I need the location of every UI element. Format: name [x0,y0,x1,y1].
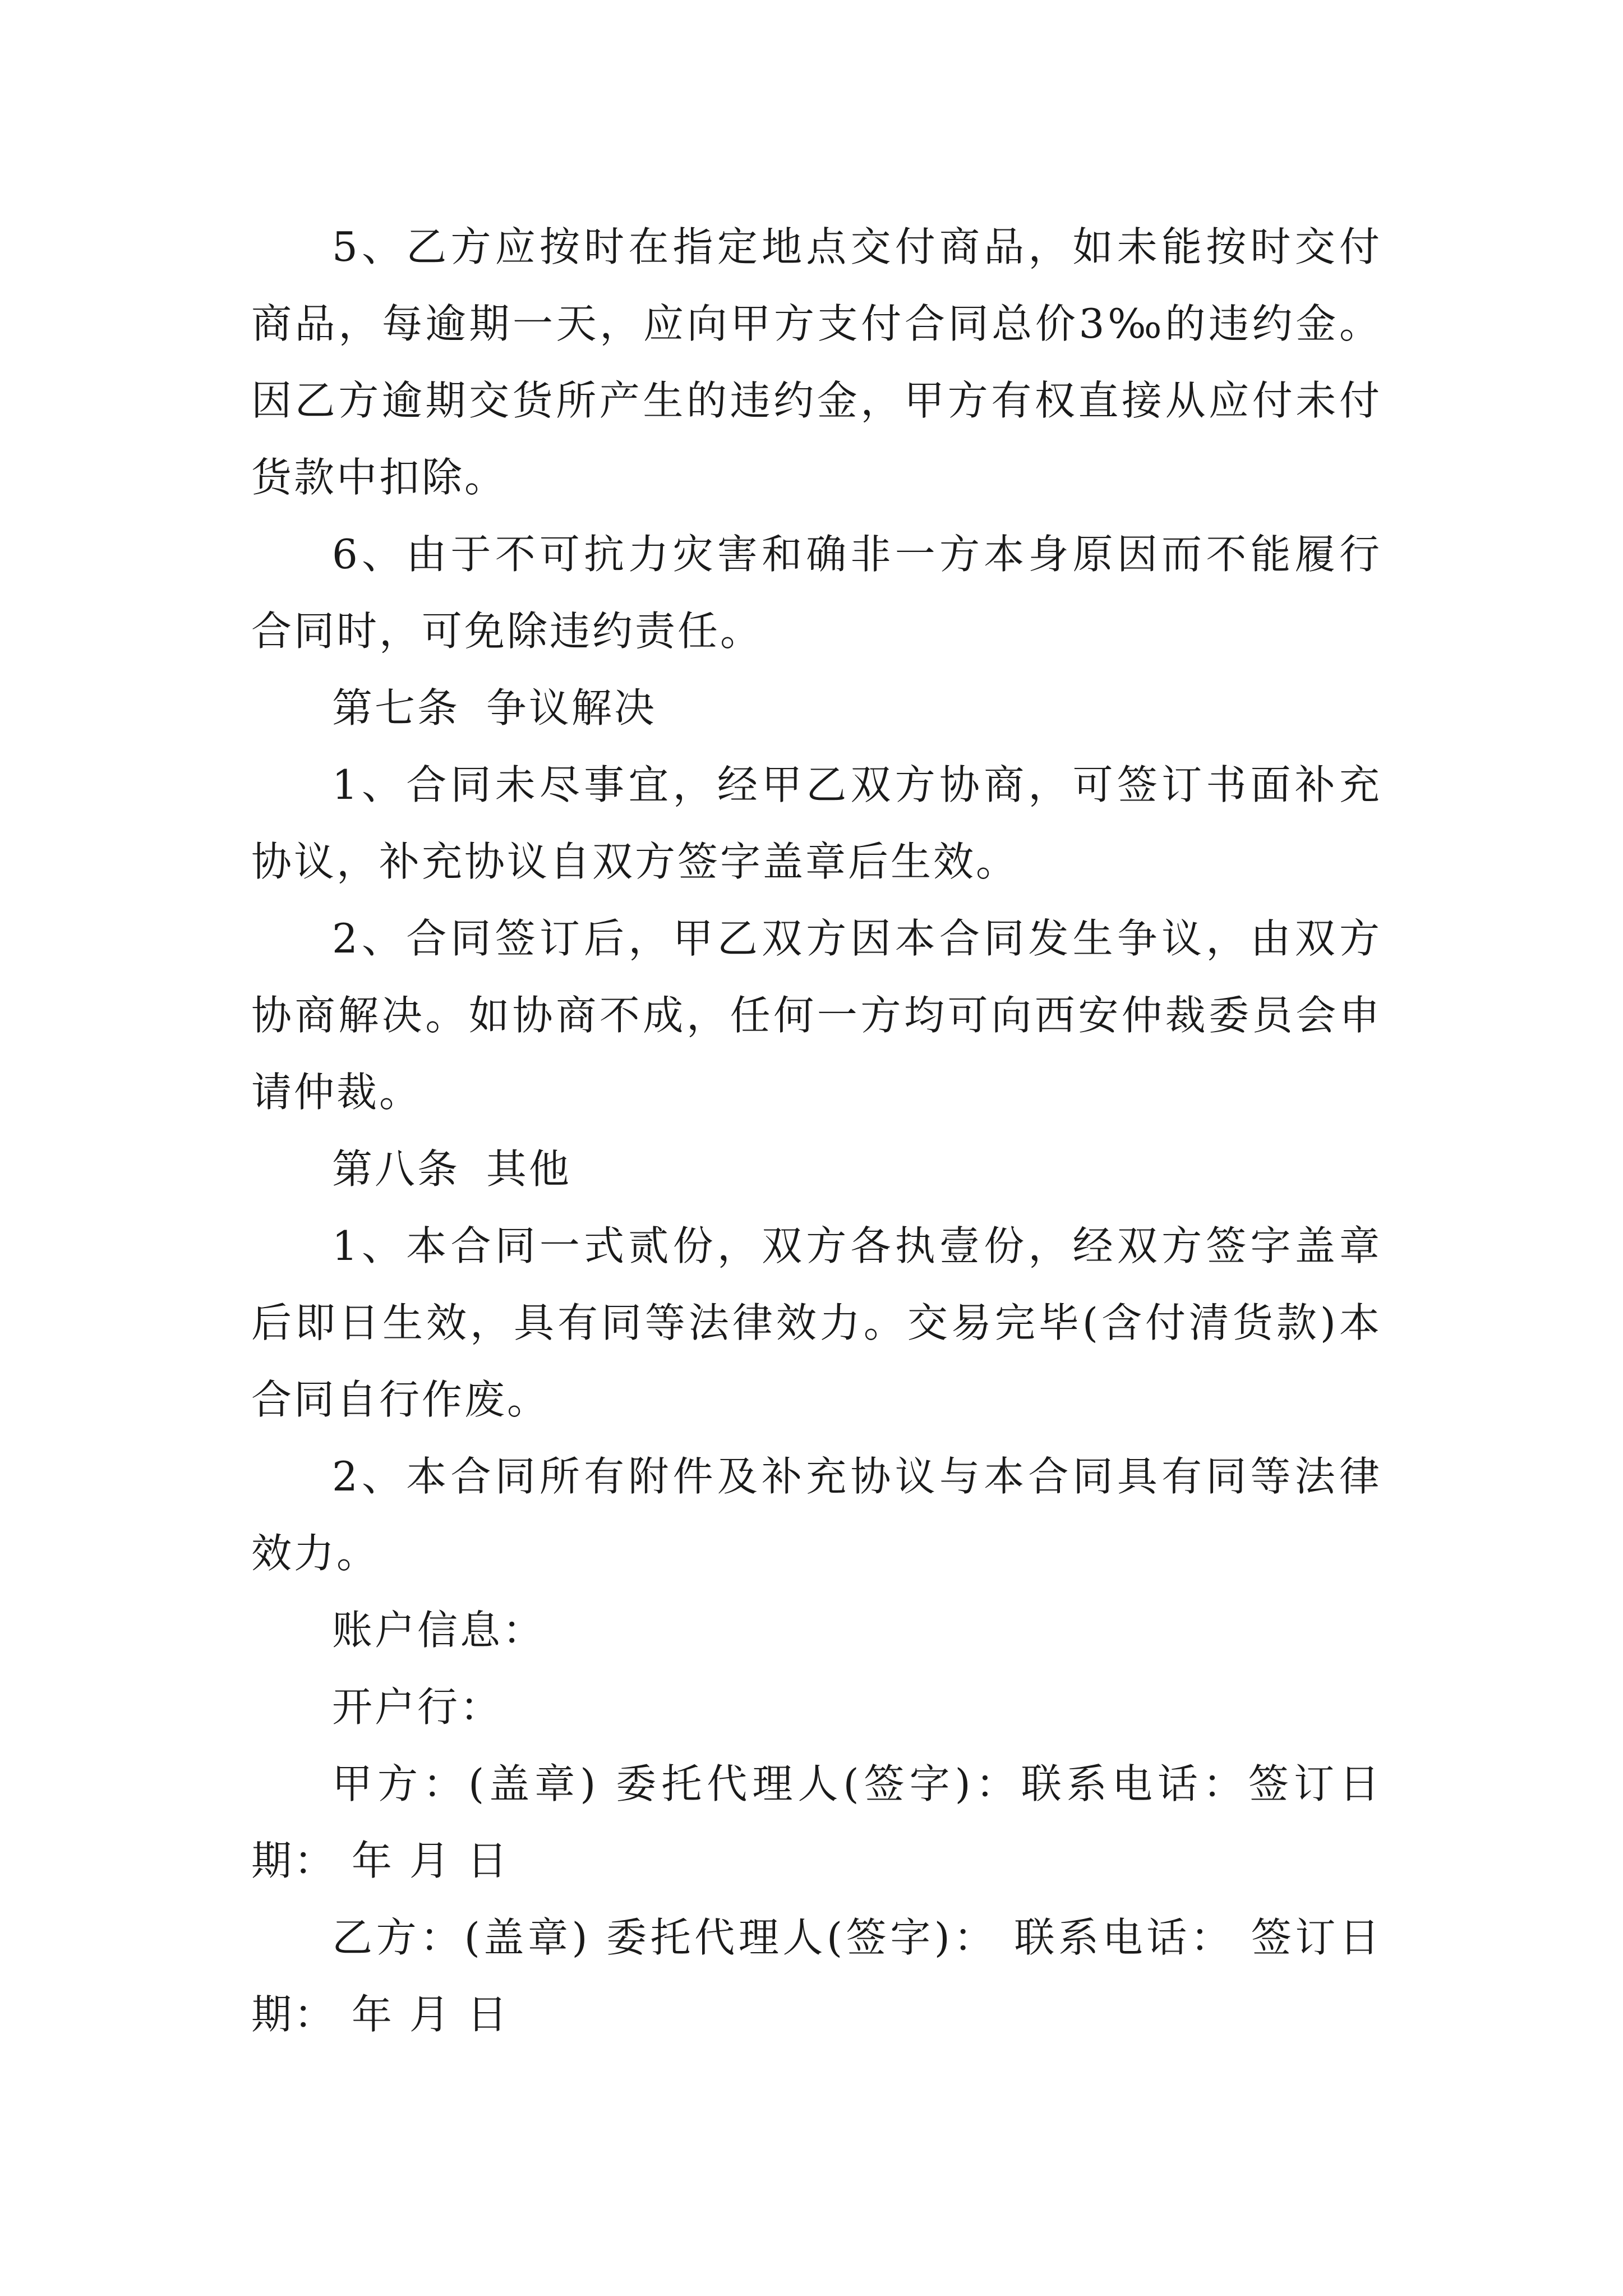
article-8-clause-1: 1、本合同一式贰份，双方各执壹份，经双方签字盖章后即日生效，具有同等法律效力。交易完毕(含付清货款)本合同自行作废。 [251,1222,1382,1423]
article-8-heading: 第八条 其他 [332,1145,571,1193]
party-b-signature-line: 乙方：(盖章) 委托代理人(签字)： 联系电话： 签订日期： 年 月 日 [251,1914,1382,2038]
article-7-heading: 第七条 争议解决 [332,684,657,731]
article-7-clause-1: 1、合同未尽事宜，经甲乙双方协商，可签订书面补充协议，补充协议自双方签字盖章后生效。 [251,761,1382,885]
bank-label: 开户行： [332,1683,503,1731]
clause-5-late-delivery: 5、乙方应按时在指定地点交付商品，如未能按时交付商品，每逾期一天，应向甲方支付合同总价3‰的违约金。因乙方逾期交货所产生的违约金，甲方有权直接从应付未付货款中扣除。 [251,223,1382,501]
clause-6-force-majeure: 6、由于不可抗力灾害和确非一方本身原因而不能履行合同时，可免除违约责任。 [251,531,1382,655]
account-info-label: 账户信息： [332,1607,546,1654]
article-7-clause-2: 2、合同签订后，甲乙双方因本合同发生争议，由双方协商解决。如协商不成，任何一方均可向西安仲裁委员会申请仲裁。 [251,915,1382,1116]
party-a-signature-line: 甲方：(盖章) 委托代理人(签字)：联系电话：签订日期： 年 月 日 [251,1760,1382,1884]
article-8-clause-2: 2、本合同所有附件及补充协议与本合同具有同等法律效力。 [251,1453,1382,1577]
document-body [251,209,1382,2053]
